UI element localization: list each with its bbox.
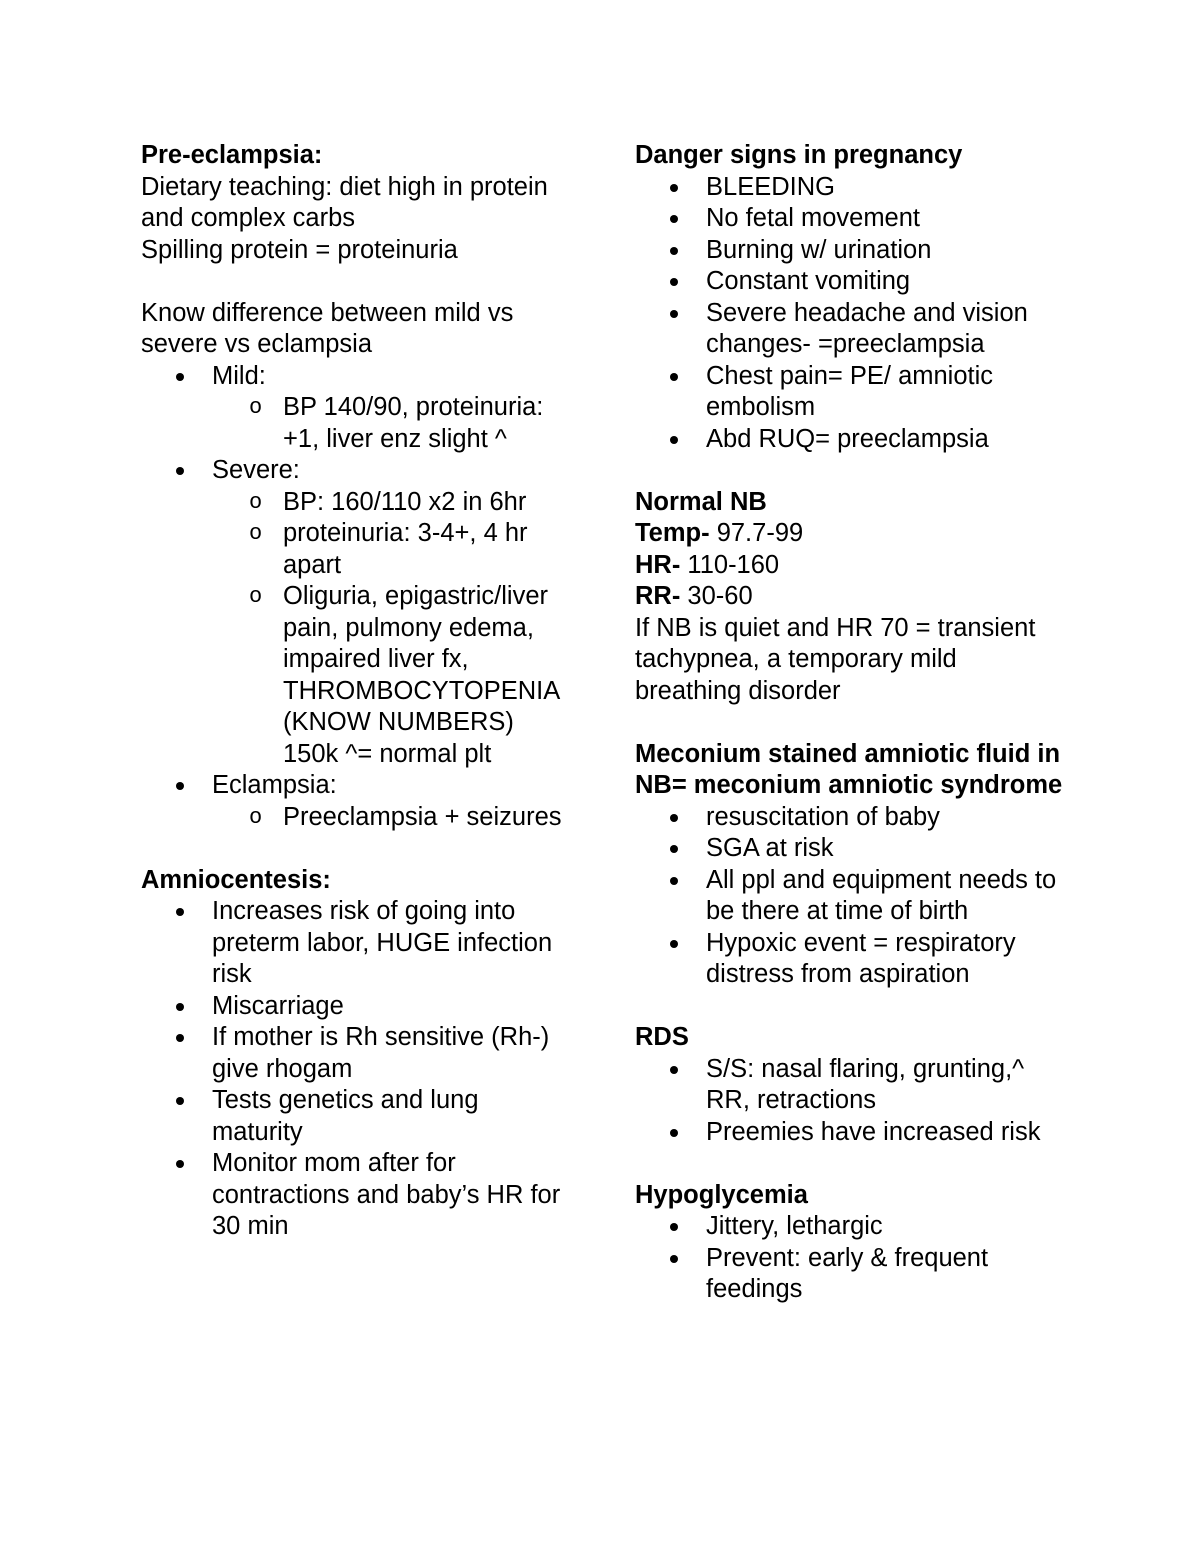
list-item: Severe headache and vision changes- =preeclampsia <box>635 298 1065 361</box>
left-column <box>141 140 566 1243</box>
list-item: Hypoxic event = respiratory distress from aspiration <box>635 928 1065 991</box>
list-item: If mother is Rh sensitive (Rh-) give rhogam <box>141 1022 566 1085</box>
severity-item-eclampsia <box>141 770 566 833</box>
list-item: Miscarriage <box>141 991 566 1023</box>
rds-heading: RDS <box>635 1023 689 1051</box>
vital-value: 97.7-99 <box>709 519 804 547</box>
amniocentesis-list <box>141 896 566 1243</box>
list-item: o BP: 160/110 x2 in 6hr <box>212 487 566 519</box>
vital-label: HR- <box>635 550 681 579</box>
rds-list <box>635 1054 1065 1149</box>
eclampsia-label: Eclampsia: <box>212 771 337 799</box>
amniocentesis-heading: Amniocentesis: <box>141 865 331 894</box>
vital-value: 110-160 <box>680 550 780 579</box>
eclampsia-sublist <box>212 802 566 834</box>
list-item: S/S: nasal flaring, grunting,^ RR, retractions <box>635 1054 1065 1117</box>
list-item: No fetal movement <box>635 203 1065 235</box>
list-item: Burning w/ urination <box>635 235 1065 267</box>
list-item: Abd RUQ= preeclampsia <box>635 424 1065 456</box>
hypoglycemia-list <box>635 1211 1065 1306</box>
diet-teaching-text: Dietary teaching: diet high in protein and complex carbs <box>141 172 548 232</box>
list-item: All ppl and equipment needs to be there at time of birth <box>635 865 1065 928</box>
list-item: Preemies have increased risk <box>635 1117 1065 1149</box>
list-item: o proteinuria: 3-4+, 4 hr apart <box>212 518 566 581</box>
right-column <box>635 140 1065 1306</box>
mild-label: Mild: <box>212 361 266 390</box>
list-item: o Oliguria, epigastric/liver pain, pulmony edema, impaired liver fx, THROMBOCYTOPENIA (KNOW NUMBERS) 150k ^= normal plt <box>212 581 566 770</box>
know-difference-text: Know difference between mild vs severe vs eclampsia <box>141 298 514 358</box>
list-item: Jittery, lethargic <box>635 1211 1065 1243</box>
list-item: BLEEDING <box>635 172 1065 204</box>
spacer <box>635 1148 1065 1180</box>
normal-nb-heading: Normal NB <box>635 487 767 516</box>
severity-item-mild <box>141 361 566 456</box>
severe-sublist <box>212 487 566 771</box>
severe-label: Severe: <box>212 456 300 484</box>
vital-value: 30-60 <box>680 582 753 610</box>
list-item: Tests genetics and lung maturity <box>141 1085 566 1148</box>
nb-note-text: If NB is quiet and HR 70 = transient tachypnea, a temporary mild breathing disorder <box>635 613 1036 705</box>
vital-label: RR- <box>635 582 681 610</box>
severity-list <box>141 361 566 834</box>
hypoglycemia-heading: Hypoglycemia <box>635 1180 808 1209</box>
vital-rr <box>635 581 1065 613</box>
list-item: Prevent: early & frequent feedings <box>635 1243 1065 1306</box>
spilling-protein-text: Spilling protein = proteinuria <box>141 235 458 264</box>
spacer <box>141 266 566 298</box>
danger-signs-list <box>635 172 1065 456</box>
vital-temp <box>635 518 1065 550</box>
list-item: resuscitation of baby <box>635 802 1065 834</box>
vital-label: Temp- <box>635 519 710 547</box>
severity-item-severe <box>141 455 566 770</box>
spacer <box>141 833 566 865</box>
spacer <box>635 991 1065 1023</box>
vital-hr <box>635 550 1065 582</box>
list-item: Increases risk of going into preterm labor, HUGE infection risk <box>141 896 566 991</box>
spacer <box>635 455 1065 487</box>
list-item: Monitor mom after for contractions and baby’s HR for 30 min <box>141 1148 566 1243</box>
meconium-list <box>635 802 1065 991</box>
spacer <box>635 707 1065 739</box>
list-item: o Preeclampsia + seizures <box>212 802 566 834</box>
mild-sublist <box>212 392 566 455</box>
list-item: Chest pain= PE/ amniotic embolism <box>635 361 1065 424</box>
list-item: o BP 140/90, proteinuria: +1, liver enz slight ^ <box>212 392 566 455</box>
preeclampsia-heading: Pre-eclampsia: <box>141 141 323 169</box>
list-item: Constant vomiting <box>635 266 1065 298</box>
meconium-heading: Meconium stained amniotic fluid in NB= meconium amniotic syndrome <box>635 739 1063 799</box>
list-item: SGA at risk <box>635 833 1065 865</box>
danger-signs-heading: Danger signs in pregnancy <box>635 141 963 169</box>
